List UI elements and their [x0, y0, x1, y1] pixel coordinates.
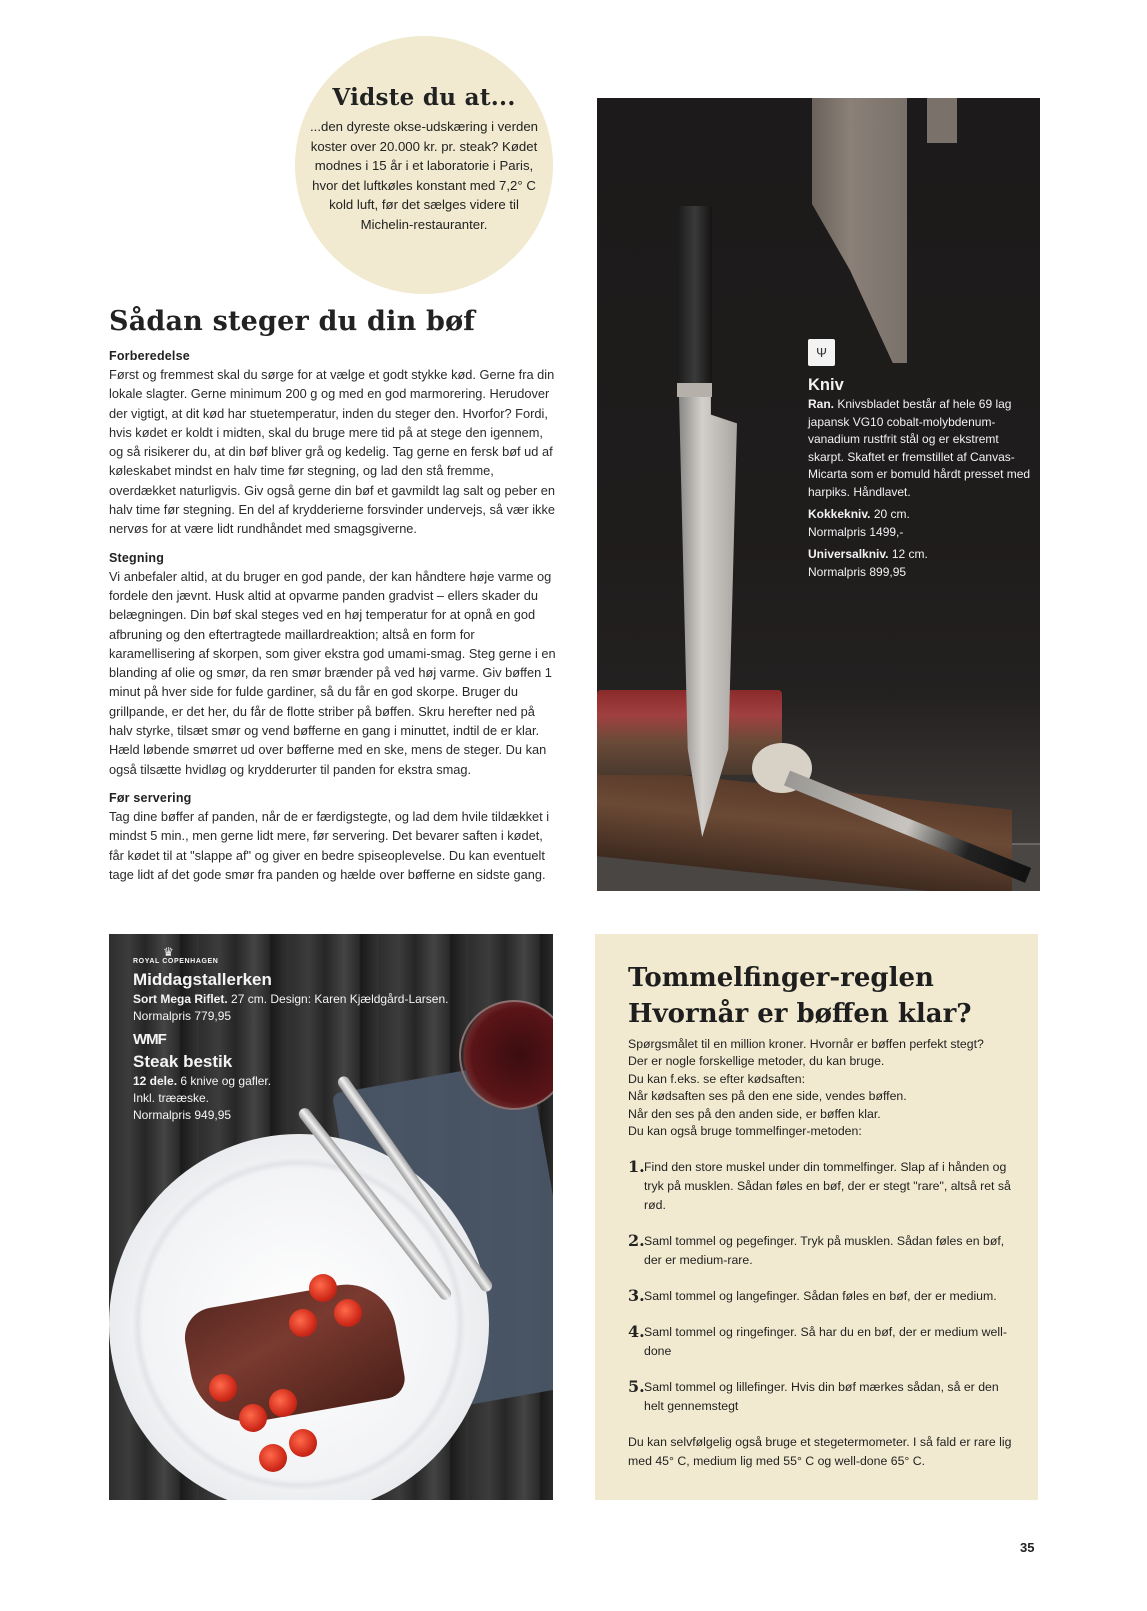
- variant-size: 20 cm.: [870, 507, 910, 521]
- tomato-graphic: [334, 1299, 362, 1327]
- plate-graphic: [109, 1134, 489, 1500]
- step-text: Saml tommel og pegefinger. Tryk på musklen. Sådan føles en bøf, der er medium-rare.: [644, 1234, 1005, 1268]
- article-title: Sådan steger du din bøf: [109, 306, 476, 337]
- product-variant: [808, 546, 1033, 581]
- intro-line: Når den ses på den anden side, er bøffen klar.: [628, 1106, 881, 1121]
- page-number: 35: [1020, 1540, 1035, 1555]
- step-number: 1.: [628, 1157, 645, 1177]
- product-model: Sort Mega Riflet.: [133, 992, 228, 1006]
- product-price: Normalpris 949,95: [133, 1108, 232, 1122]
- intro-line: Når kødsaften ses på den ene side, vendes bøffen.: [628, 1089, 907, 1104]
- knife-bolster-graphic: [677, 383, 712, 397]
- section-body: Først og fremmest skal du sørge for at vælge et godt stykke kød. Gerne fra din lokale slagter. Gerne minimum 200 g og med en god marmorering. Herudover der vigtigt, at dit kød har stuetemperatur, inden du steger den. Hvorfor? Fordi, hvis kødet er koldt i midten, skal du bruge mere tid på at stege den igennem, og så risikerer du, at din bøf bliver grå og kedelig. Tag gerne en fersk bøf ud af køleskabet mindst en halv time før stegning, og lad den stå fremme, overdækket naturligvis. Giv også gerne din bøf et gavmildt lag salt og peber en halv time før stegning. En del af krydderierne forsvinder undervejs, så vær ikke nervøs for at være lidt rundhåndet med smagsgiverne.: [109, 367, 555, 537]
- knife-handle-graphic: [677, 206, 712, 386]
- product-description: [808, 396, 1033, 501]
- product-title: Steak bestik: [133, 1052, 233, 1071]
- product-model: Ran.: [808, 397, 835, 411]
- step-number: 4.: [628, 1322, 645, 1342]
- variant-price: Normalpris 899,95: [808, 564, 907, 579]
- section-heading: Før servering: [109, 790, 192, 805]
- variant-price: Normalpris 1499,-: [808, 524, 904, 539]
- tip-step: [628, 1378, 1018, 1416]
- step-text: Find den store muskel under din tommelfinger. Slap af i hånden og tryk på musklen. Sådan føles en bøf, der er stegt "rare", altså ret så rød.: [644, 1160, 1011, 1213]
- section-body: Vi anbefaler altid, at du bruger en god pande, der kan håndtere høje varme og fordele den jævnt. Husk altid at opvarme panden gradvist – ellers skader du belægningen. Din bøf skal steges ved en høj temperatur for at opnå en god afbruning og den eftertragtede maillardreaktion; altså en form for karamellisering af skorpen, som giver ekstra god umami-smag. Steg gerne i en blanding af olie og smør, da ren smør brænder på ved høj varme. Giv bøffen 1 minut på hver side for fulde gardiner, så du får en god skorpe. Bruger du grillpande, er det her, du får de flotte striber på bøffen. Skru herefter ned på halv styrke, tilsæt smør og vend bøfferne en gang i minuttet, indtil de er klar. Hæld løbende smørret ud over bøfferne med en ske, mens de steger. Du kan også tilsætte hvidløg og krydderurter til panden for ekstra smag.: [109, 568, 556, 777]
- product-price: Normalpris 779,95: [133, 1009, 232, 1023]
- section-body: Tag dine bøffer af panden, når de er færdigstegte, og lad dem hvile tildækket i mindst 5 min., men gerne lidt mere, før servering. Det bevarer saften i kødet, får kødet til at "slappe af" og giver en bedre spiseoplevelse. Du kan eventuelt tage lidt af det gode smør fra panden og hælde over bøfferne en sidste gang.: [109, 808, 550, 882]
- knife-product-info: [808, 374, 1033, 586]
- plate-photo: [109, 934, 553, 1500]
- tip-intro: [628, 1036, 1018, 1140]
- step-number: 5.: [628, 1377, 645, 1397]
- brand-name: ROYAL COPENHAGEN: [133, 958, 219, 965]
- product-variant: [808, 506, 1033, 541]
- product-desc-text: Knivsbladet består af hele 69 lag japansk VG10 cobalt-molybdenum-vanadium rustfrit stål og er ekstremt skarpt. Skaftet er fremstillet af Canvas-Micarta som er bomuld hårdt presset med harpiks. Håndlavet.: [808, 397, 1031, 499]
- step-text: Saml tommel og ringefinger. Så har du en bøf, der er medium well-done: [644, 1325, 1007, 1359]
- variant-name: Universalkniv.: [808, 547, 889, 561]
- tomato-graphic: [209, 1374, 237, 1402]
- tip-outro: Du kan selvfølgelig også bruge et stegetermometer. I så fald er rare lig med 45° C, medium lig med 55° C og well-done 65° C.: [628, 1435, 1012, 1469]
- fact-body: ...den dyreste okse-udskæring i verden koster over 20.000 kr. pr. steak? Kødet modnes i 15 år i et laboratorie i Paris, hvor det luftkøles konstant med 7,2° C kold luft, før det sælges videre til Michelin-restauranter.: [310, 119, 538, 232]
- step-number: 2.: [628, 1231, 645, 1251]
- product-title: Middagstallerken: [133, 970, 272, 989]
- product-description: [133, 991, 463, 1008]
- tip-steps: [628, 1158, 1018, 1416]
- section-heading: Stegning: [109, 550, 165, 565]
- tomato-graphic: [289, 1429, 317, 1457]
- tomato-graphic: [289, 1309, 317, 1337]
- step-number: 3.: [628, 1286, 645, 1306]
- article: [109, 306, 557, 894]
- tip-title: [628, 960, 1018, 1032]
- tomato-graphic: [309, 1274, 337, 1302]
- trident-icon: Ψ: [808, 339, 835, 366]
- fact-box: [295, 36, 553, 294]
- plate-product-info: [133, 946, 463, 1124]
- variant-size: 12 cm.: [888, 547, 928, 561]
- royal-copenhagen-logo: [133, 946, 463, 965]
- intro-line: Du kan også bruge tommelfinger-metoden:: [628, 1124, 862, 1139]
- tomato-graphic: [269, 1389, 297, 1417]
- towel-graphic: [927, 98, 957, 143]
- tip-step: [628, 1323, 1018, 1361]
- intro-line: Der er nogle forskellige metoder, du kan bruge.: [628, 1054, 885, 1069]
- towel-graphic: [812, 98, 907, 363]
- fact-title: Vidste du at...: [332, 84, 516, 111]
- product-extra: Inkl. trææske.: [133, 1091, 210, 1105]
- thumb-rule-box: [595, 934, 1038, 1500]
- wmf-logo: WMF: [133, 1031, 166, 1048]
- product-model: 12 dele.: [133, 1074, 178, 1088]
- product-description: [133, 1073, 463, 1090]
- product-desc-text: 27 cm. Design: Karen Kjældgård-Larsen.: [227, 992, 449, 1006]
- section-serving: [109, 789, 557, 884]
- step-text: Saml tommel og langefinger. Sådan føles en bøf, der er medium.: [644, 1289, 997, 1304]
- product-title: Kniv: [808, 376, 844, 394]
- intro-line: Spørgsmålet til en million kroner. Hvornår er bøffen perfekt stegt?: [628, 1037, 984, 1051]
- variant-name: Kokkekniv.: [808, 507, 871, 521]
- tip-step: [628, 1232, 1018, 1270]
- tomato-graphic: [259, 1444, 287, 1472]
- intro-line: Du kan f.eks. se efter kødsaften:: [628, 1071, 806, 1086]
- tip-title-line: Hvornår er bøffen klar?: [628, 999, 972, 1029]
- tip-title-line: Tommelfinger-reglen: [628, 963, 934, 993]
- section-preparation: [109, 347, 557, 539]
- tip-step: [628, 1287, 1018, 1306]
- product-desc-text: 6 knive og gafler.: [177, 1074, 272, 1088]
- section-frying: [109, 549, 557, 779]
- tomato-graphic: [239, 1404, 267, 1432]
- crown-icon: ♛: [163, 945, 174, 959]
- tip-step: [628, 1158, 1018, 1215]
- step-text: Saml tommel og lillefinger. Hvis din bøf mærkes sådan, så er den helt gennemstegt: [644, 1380, 999, 1414]
- section-heading: Forberedelse: [109, 349, 190, 363]
- knife-photo: [597, 98, 1040, 891]
